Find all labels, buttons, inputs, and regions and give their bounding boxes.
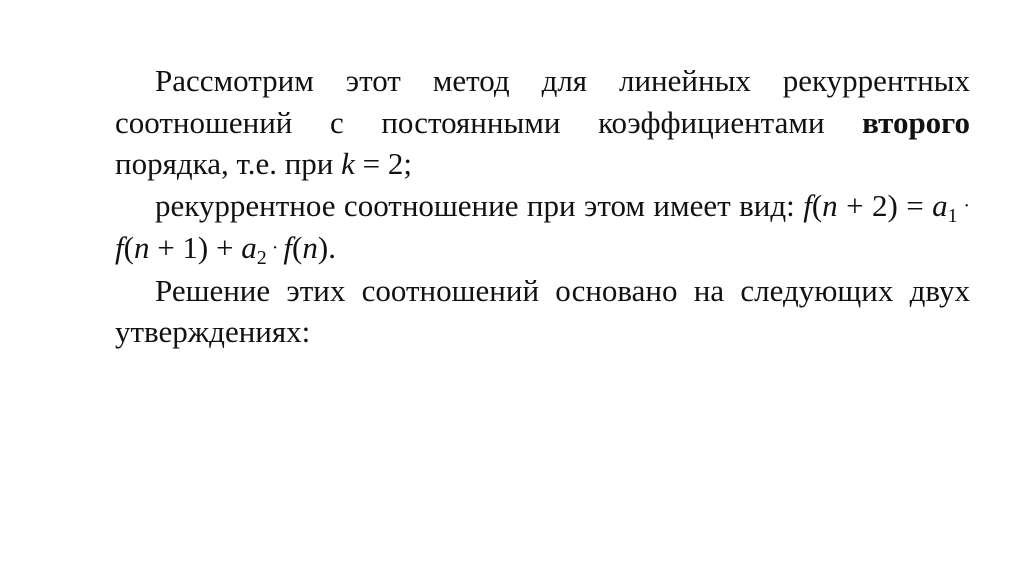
- intro-text-continued: порядка, т.е. при: [115, 146, 342, 181]
- intro-text-end: = 2;: [354, 146, 413, 181]
- paragraph-relation-form: [115, 185, 970, 270]
- paragraph-solution-basis: [115, 270, 970, 353]
- recurrence-formula: $f(n + 2) = a_1 \cdot f(n + 1) + a_2 \cdot f(n)$.: [115, 187, 970, 269]
- variable-k: k: [341, 146, 355, 181]
- paragraph-method-intro: [115, 60, 970, 185]
- slide-text-body: [115, 60, 970, 353]
- intro-text: Рассмотрим этот метод для линейных рекуррентных соотношений с постоянными коэффициентами: [115, 63, 970, 140]
- intro-bold-word: второго: [862, 104, 970, 140]
- relation-text: рекуррентное соотношение при этом имеет вид:: [155, 187, 795, 223]
- solution-text: Решение этих соотношений основано на следующих двух утверждениях:: [115, 272, 970, 349]
